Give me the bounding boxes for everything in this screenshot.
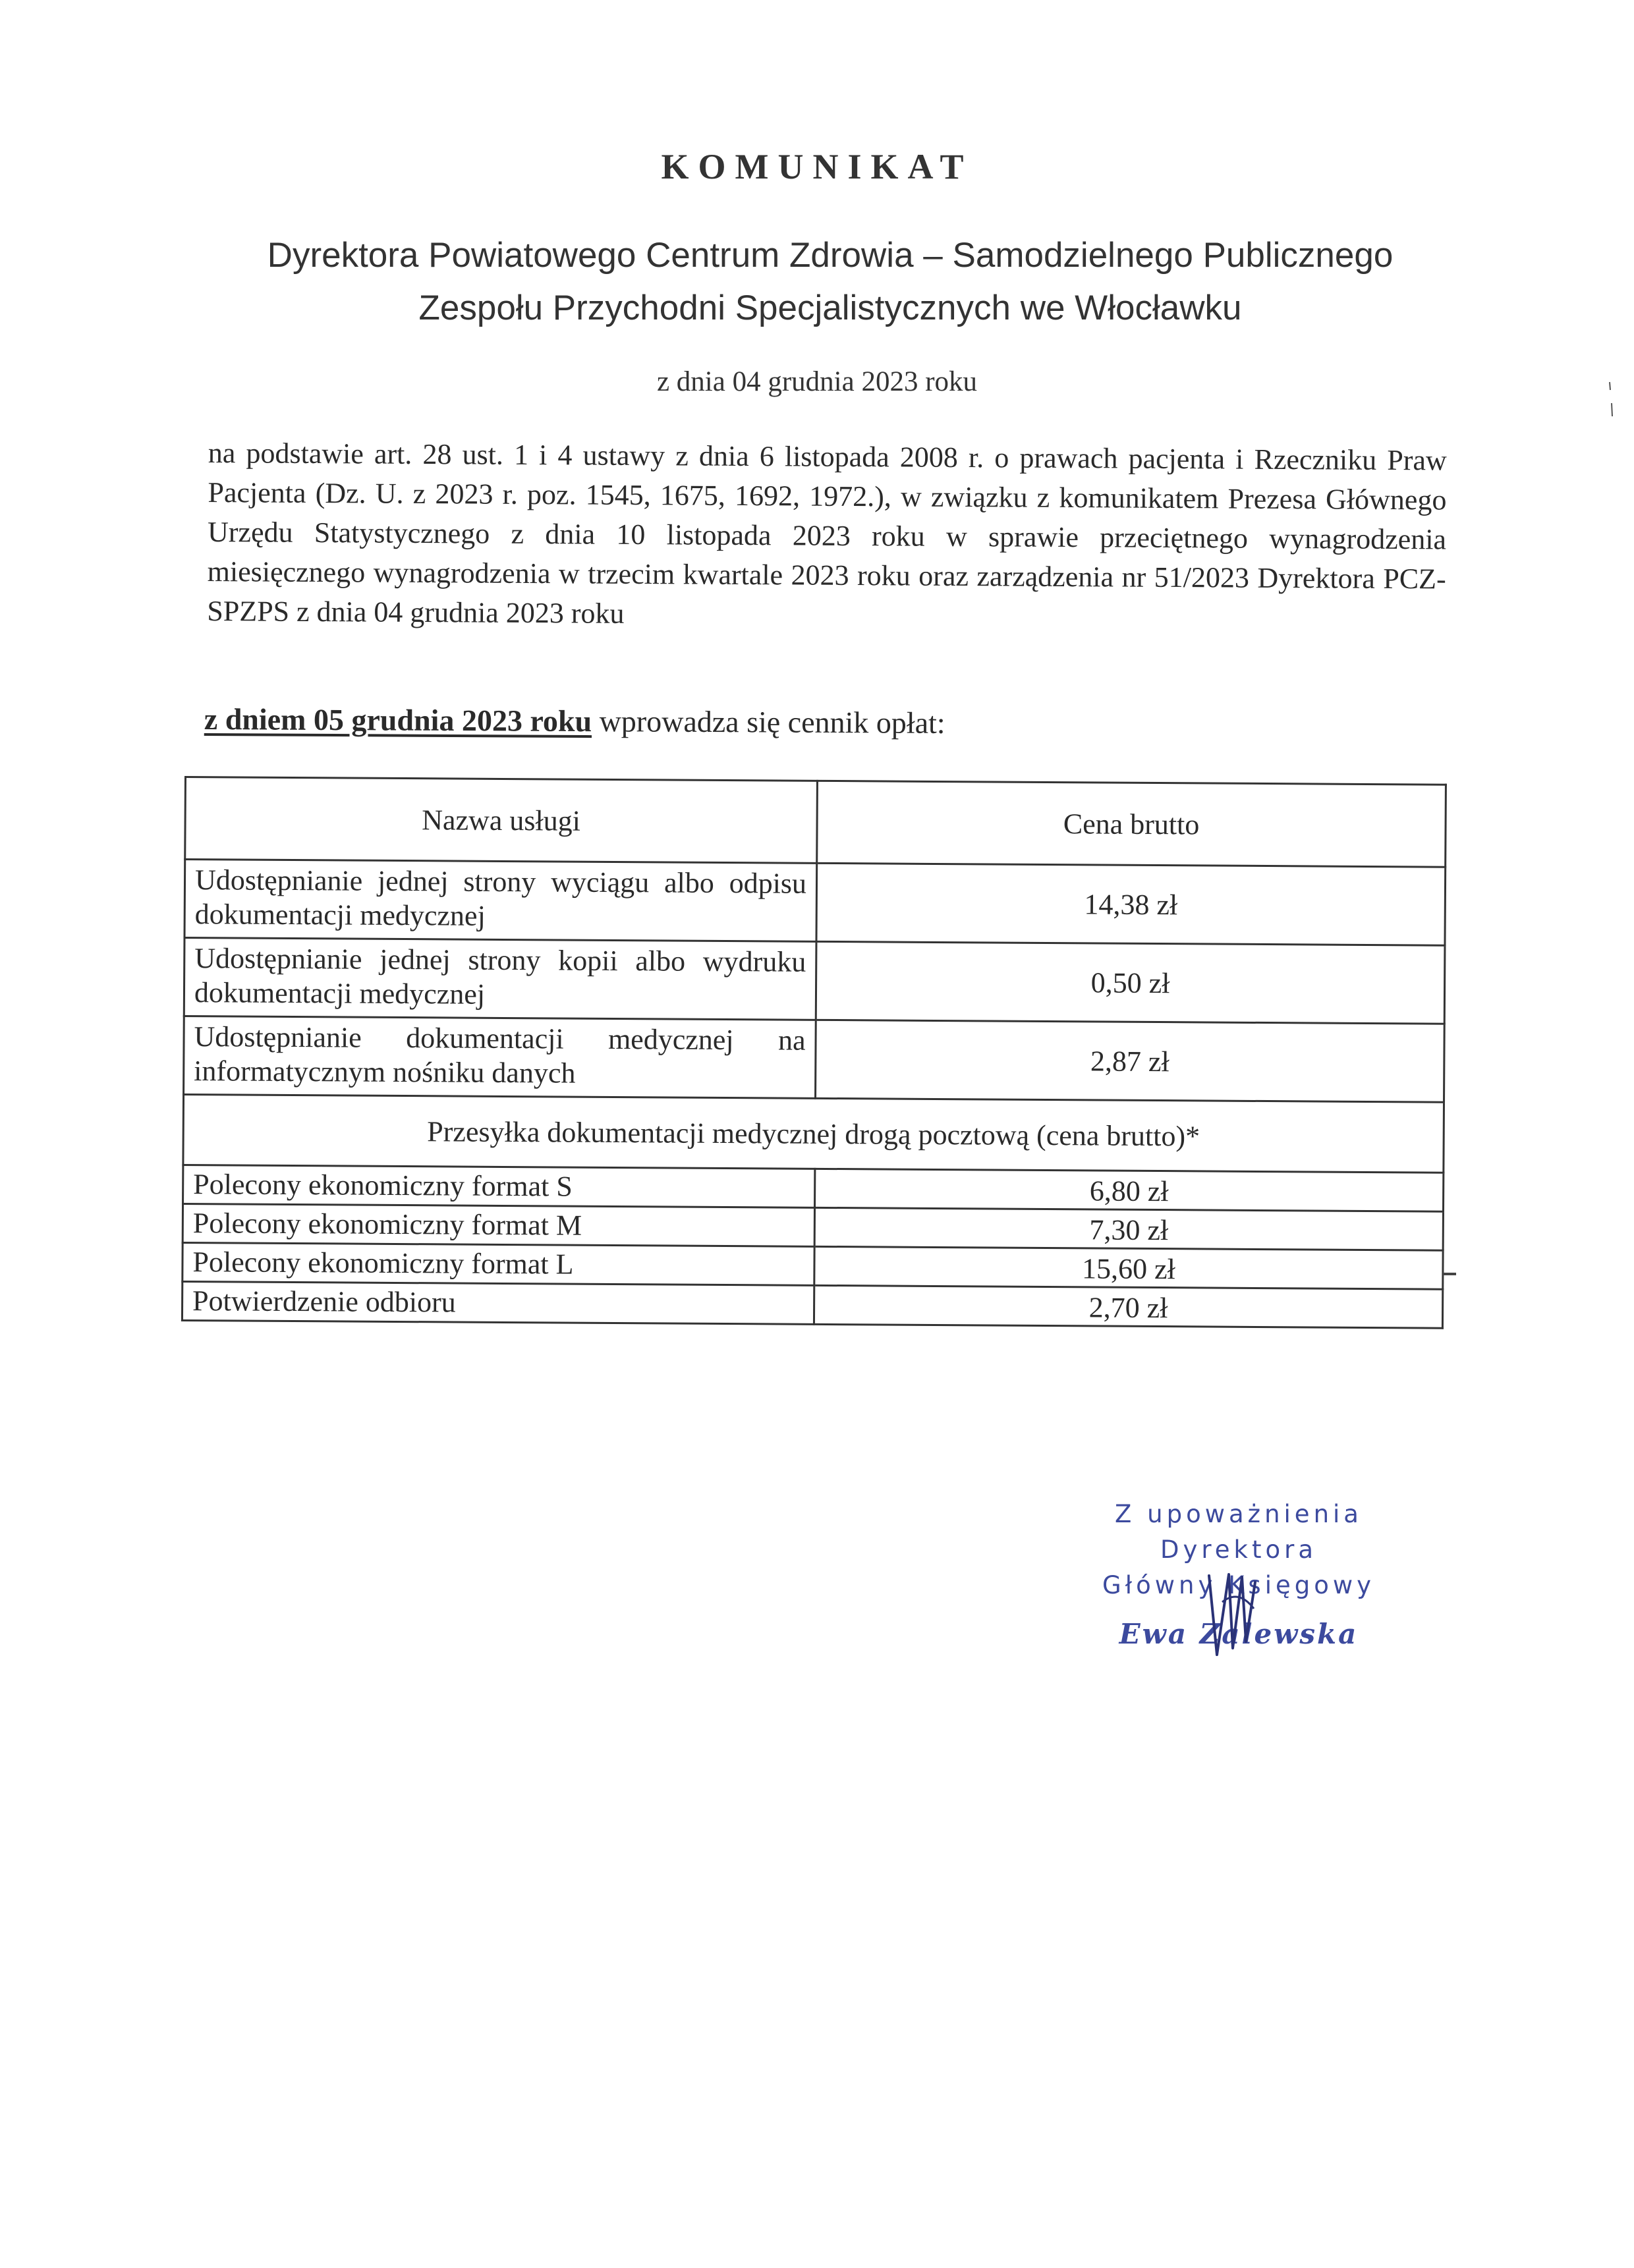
shipping-section-header: Przesyłka dokumentacji medycznej drogą pocztową (cena brutto)* — [183, 1095, 1444, 1173]
handwritten-signature — [1202, 1563, 1262, 1661]
subtitle-line-1: Dyrektora Powiatowego Centrum Zdrowia – Samodzielnego Publicznego — [267, 236, 1394, 275]
document-title: KOMUNIKAT — [661, 147, 973, 186]
table-row — [182, 1281, 1442, 1328]
table-row — [184, 1016, 1445, 1103]
shipping-name: Polecony ekonomiczny format L — [183, 1242, 814, 1285]
header-gross-price: Cena brutto — [817, 781, 1446, 867]
document-subtitle — [198, 229, 1463, 335]
service-price: 0,50 zł — [816, 941, 1445, 1024]
service-name: Udostępnianie jednej strony kopii albo wydruku dokumentacji medycznej — [184, 938, 816, 1020]
shipping-price: 6,80 zł — [815, 1169, 1444, 1211]
document-date: z dnia 04 grudnia 2023 roku — [656, 366, 978, 397]
signatory-name: Ewa Zalewska — [1119, 1618, 1359, 1650]
service-name: Udostępnianie dokumentacji medycznej na informatycznym nośniku danych — [184, 1016, 816, 1099]
stamp-line-director: Dyrektora — [1160, 1535, 1317, 1564]
shipping-price: 15,60 zł — [814, 1246, 1443, 1289]
table-row — [184, 938, 1445, 1024]
price-table — [181, 776, 1447, 1329]
table-row — [184, 860, 1446, 946]
stamp-line-title: Główny Księgowy — [1102, 1571, 1376, 1599]
stamp-line-authorization: Z upoważnienia — [1115, 1500, 1363, 1528]
margin-tick-mark — [1443, 1273, 1456, 1275]
margin-scan-mark — [1608, 381, 1614, 420]
shipping-section-row — [183, 1095, 1444, 1173]
table-header-row — [185, 777, 1446, 868]
legal-basis-paragraph: na podstawie art. 28 ust. 1 i 4 ustawy z dnia 6 listopada 2008 r. o prawach pacjenta i Rzeczniku Praw Pacjenta (Dz. U. z 2023 r. poz. 1545, 1675, 1692, 1972.), w związku z komunikatem Prezesa Głównego Urzędu Statystycznego z dnia 10 listopada 2023 roku w sprawie przeciętnego wynagrodzenia miesięcznego wynagrodzenia w trzecim kwartale 2023 roku oraz zarządzenia nr 51/2023 Dyrektora PCZ-SPZPS z dnia 04 grudnia 2023 roku — [207, 436, 1447, 630]
shipping-price: 2,70 zł — [814, 1285, 1442, 1328]
header-service-name: Nazwa usługi — [185, 777, 818, 864]
price-list-intro — [204, 702, 1456, 743]
shipping-price: 7,30 zł — [814, 1207, 1443, 1250]
shipping-name: Polecony ekonomiczny format M — [183, 1203, 814, 1246]
service-price: 14,38 zł — [816, 863, 1446, 945]
effective-date: z dniem 05 grudnia 2023 roku — [204, 702, 592, 738]
service-price: 2,87 zł — [816, 1020, 1445, 1102]
shipping-name: Potwierdzenie odbioru — [182, 1281, 814, 1324]
service-name: Udostępnianie jednej strony wyciągu albo odpisu dokumentacji medycznej — [184, 860, 817, 942]
subtitle-line-2: Zespołu Przychodni Specjalistycznych we Włocławku — [418, 289, 1242, 327]
intro-text: wprowadza się cennik opłat: — [592, 704, 945, 740]
shipping-name: Polecony ekonomiczny format S — [183, 1165, 815, 1207]
